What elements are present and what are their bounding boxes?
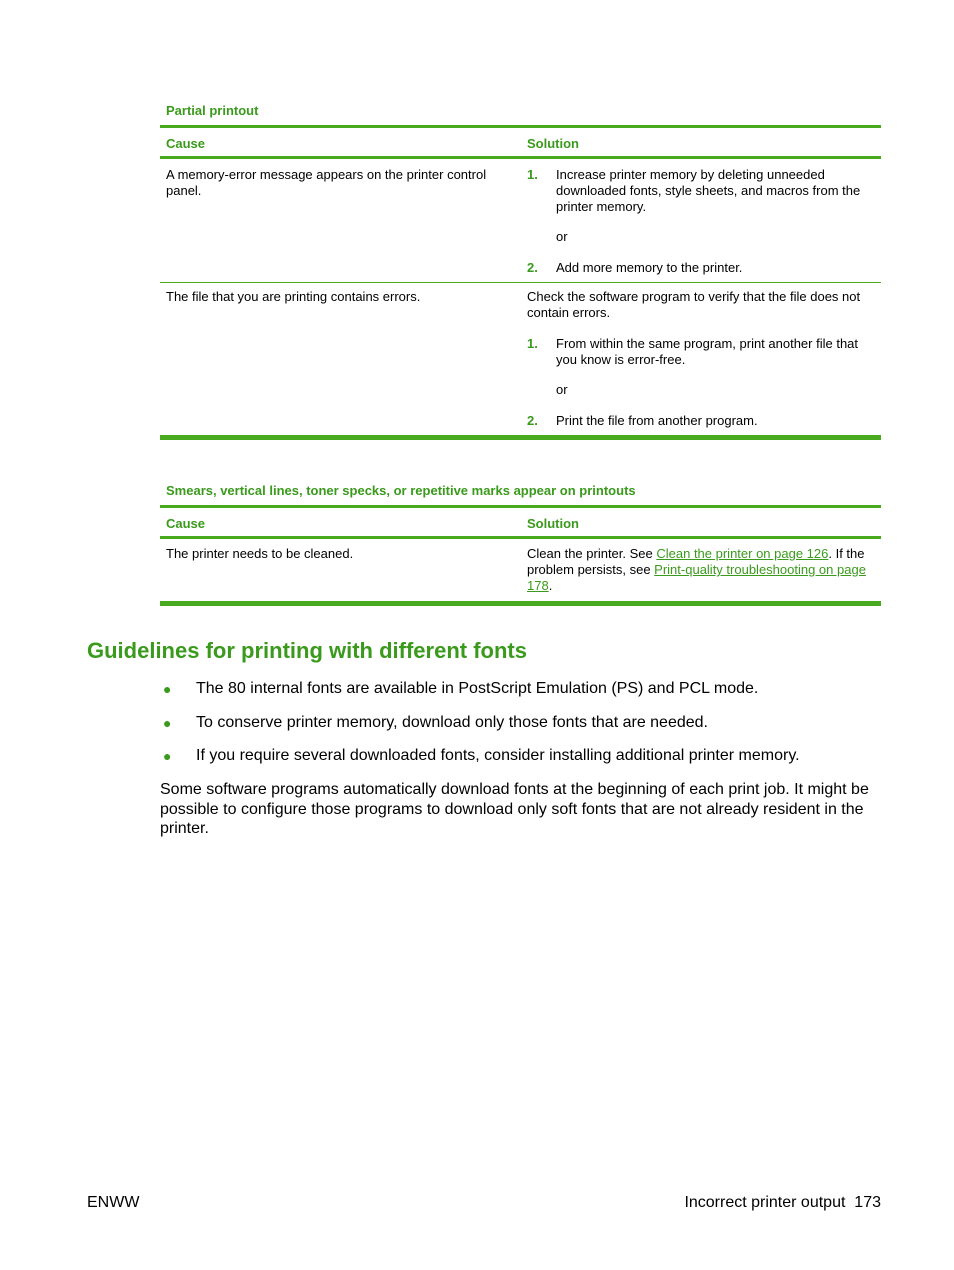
list-item — [160, 746, 881, 780]
solution-step — [527, 413, 879, 429]
solution-text: . If the problem persists, see — [527, 546, 865, 577]
table-header — [160, 128, 881, 156]
print-quality-link[interactable]: Print-quality troubleshooting on page 178 — [527, 562, 866, 593]
partial-printout-table — [160, 125, 881, 440]
or-text: or — [556, 382, 568, 397]
step-number: 1. — [527, 336, 538, 351]
page-number: 173 — [854, 1194, 881, 1211]
bullet-text: If you require several downloaded fonts, consider installing additional printer memory. — [196, 747, 800, 764]
body-paragraph: Some software programs automatically download fonts at the beginning of each print job. It might be possible to configure those programs to download only soft fonts that are not already resident in the printer. — [160, 781, 869, 837]
table2-title: Smears, vertical lines, toner specks, or repetitive marks appear on printouts — [166, 483, 636, 498]
cause-cell: The printer needs to be cleaned. — [166, 546, 354, 561]
footer-right — [684, 1194, 881, 1212]
list-item — [160, 679, 881, 713]
bullet-icon: ● — [163, 681, 172, 697]
bullet-list — [160, 679, 881, 780]
smears-table — [160, 505, 881, 606]
table-row — [160, 283, 881, 435]
table-row — [160, 159, 881, 282]
footer-chapter: Incorrect printer output — [684, 1194, 846, 1211]
solution-intro: Check the software program to verify that the file does not contain errors. — [527, 289, 861, 320]
solution-cell — [527, 546, 872, 594]
table1-title: Partial printout — [166, 103, 259, 118]
solution-cell — [527, 289, 879, 429]
step-number: 1. — [527, 167, 538, 182]
clean-printer-link[interactable]: Clean the printer on page 126 — [656, 546, 829, 561]
bullet-text: The 80 internal fonts are available in PostScript Emulation (PS) and PCL mode. — [196, 680, 759, 697]
cause-header: Cause — [166, 136, 206, 151]
step-text: Print the file from another program. — [556, 413, 758, 428]
cause-header: Cause — [166, 516, 206, 531]
solution-header: Solution — [527, 516, 579, 531]
step-number: 2. — [527, 260, 538, 275]
list-item — [160, 713, 881, 747]
solution-cell — [527, 167, 879, 276]
solution-header: Solution — [527, 136, 579, 151]
or-text: or — [556, 229, 568, 244]
bullet-text: To conserve printer memory, download only those fonts that are needed. — [196, 713, 708, 731]
bullet-icon: ● — [163, 748, 172, 764]
cause-cell: The file that you are printing contains errors. — [166, 289, 421, 304]
step-text: Add more memory to the printer. — [556, 260, 743, 275]
step-number: 2. — [527, 413, 538, 428]
table-row — [160, 539, 881, 601]
solution-step — [527, 336, 879, 368]
step-text: From within the same program, print another file that you know is error-free. — [556, 336, 859, 367]
solution-step — [527, 167, 879, 215]
table-header — [160, 508, 881, 536]
cause-cell: A memory-error message appears on the printer control panel. — [166, 167, 487, 198]
solution-text: . — [548, 578, 553, 593]
step-text: Increase printer memory by deleting unneeded downloaded fonts, style sheets, and macros from the printer memory. — [556, 167, 861, 214]
solution-step — [527, 260, 879, 276]
footer-left: ENWW — [87, 1194, 140, 1211]
section-heading: Guidelines for printing with different fonts — [87, 638, 527, 663]
bullet-icon: ● — [163, 714, 172, 731]
solution-text: Clean the printer. See — [527, 546, 657, 561]
